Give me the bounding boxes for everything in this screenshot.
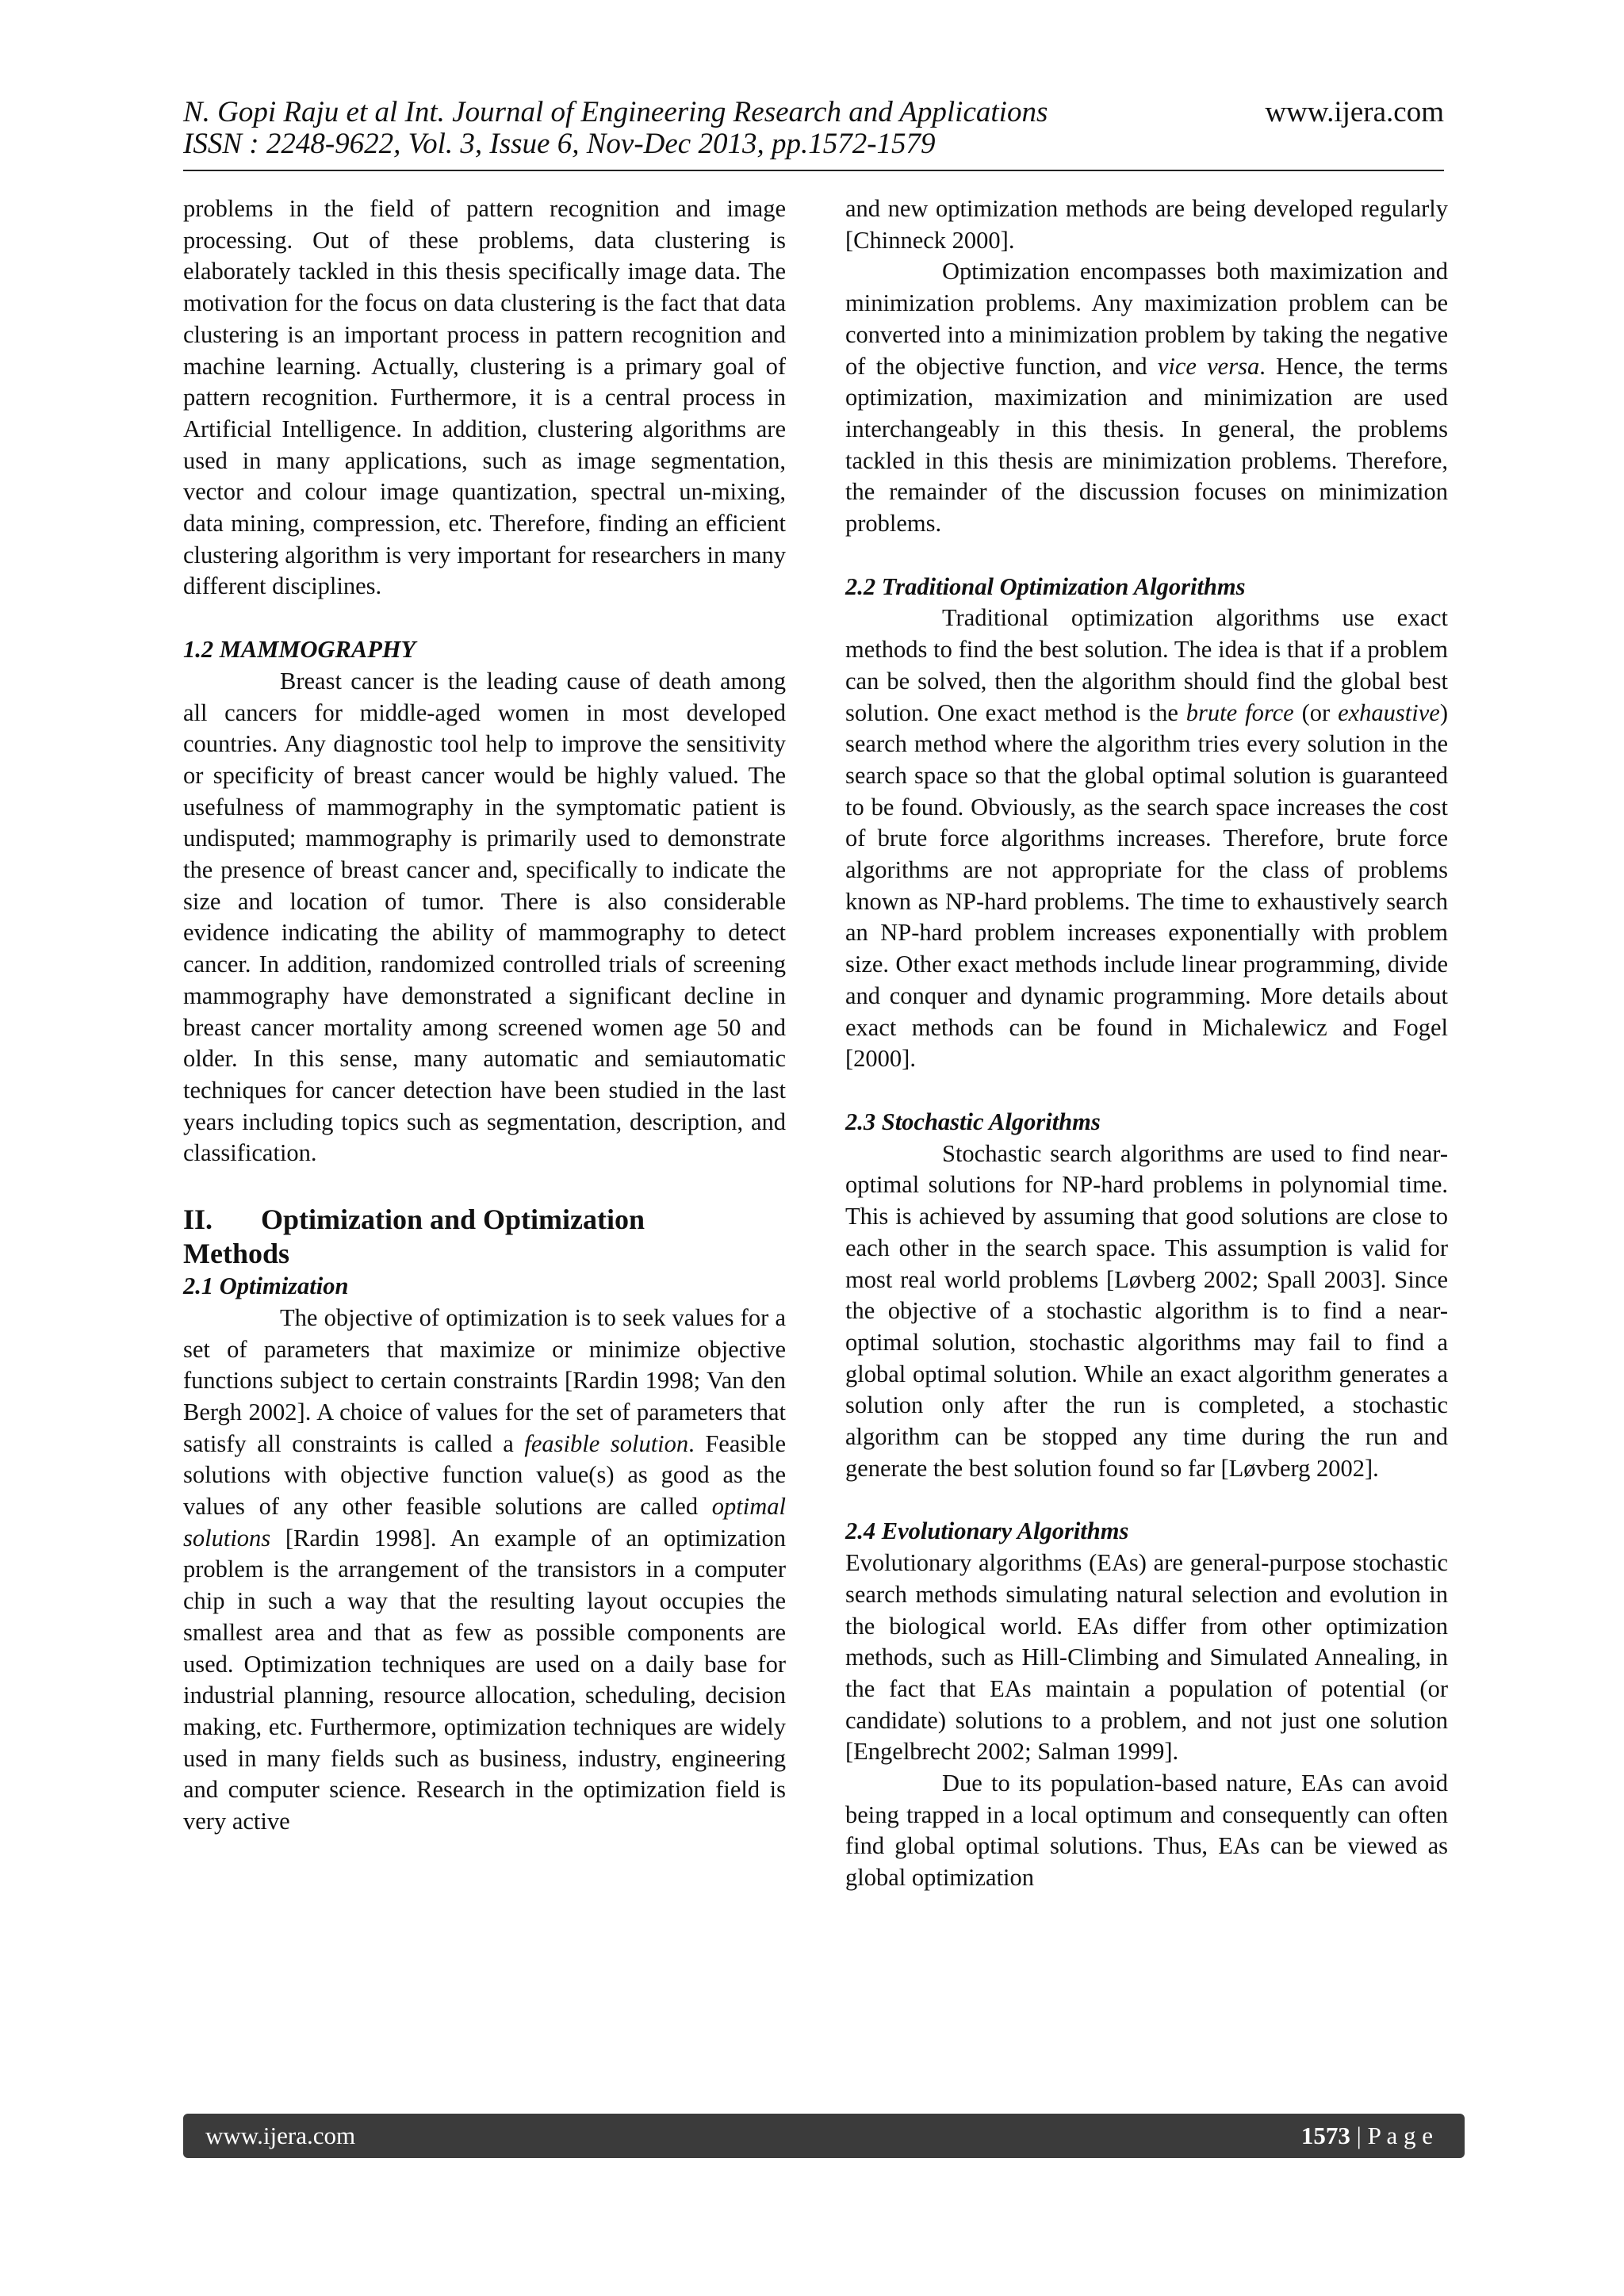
section-title-line2: Methods <box>183 1238 289 1270</box>
section-number: II. <box>183 1203 213 1236</box>
section-title-line1: Optimization and Optimization <box>261 1203 645 1236</box>
subsection-heading-optimization: 2.1 Optimization <box>183 1272 349 1300</box>
left-column <box>183 193 786 1838</box>
paragraph: and new optimization methods are being developed regularly [Chinneck 2000]. <box>845 195 1448 254</box>
subsection-heading-stochastic: 2.3 Stochastic Algorithms <box>845 1108 1101 1135</box>
subsection-heading-evolutionary: 2.4 Evolutionary Algorithms <box>845 1517 1129 1545</box>
subsection-heading-mammography: 1.2 MAMMOGRAPHY <box>183 636 416 664</box>
issn-line: ISSN : 2248-9622, Vol. 3, Issue 6, Nov-Dec 2013, pp.1572-1579 <box>183 128 936 160</box>
term-brute-force: brute force <box>1185 698 1294 726</box>
term-optimal-solutions: optimal solutions <box>183 1493 786 1552</box>
term-exhaustive: exhaustive <box>1338 698 1440 726</box>
paragraph: Evolutionary algorithms (EAs) are general-purpose stochastic search methods simulating natural selection and evolution in the biological world. EAs differ from other optimization methods, such as Hill-Climbing and Simulated Annealing, in the fact that EAs maintain a population of potential (or candidate) solutions to a problem, and not just one solution [Engelbrecht 2002; Salman 1999]. <box>845 1549 1448 1766</box>
page-number: 1573 | P a g e <box>1300 2122 1433 2149</box>
journal-citation: N. Gopi Raju et al Int. Journal of Engineering Research and Applications <box>183 96 1048 128</box>
paragraph: problems in the field of pattern recognition and image processing. Out of these problems, data clustering is elaborately tackled in this thesis specifically image data. The motivation for the focus on data clustering is the fact that data clustering is an important process in pattern recognition and machine learning. Actually, clustering is a primary goal of pattern recognition. Furthermore, it is a central process in Artificial Intelligence. In addition, clustering algorithms are used in many applications, such as image segmentation, vector and colour image quantization, spectral un-mixing, data mining, compression, etc. Therefore, finding an efficient clustering algorithm is very important for researchers in many different disciplines. <box>183 195 786 600</box>
paragraph: Breast cancer is the leading cause of death among all cancers for middle-aged women in most developed countries. Any diagnostic tool help to improve the sensitivity or specificity of breast cancer would be highly valued. The usefulness of mammography in the symptomatic patient is undisputed; mammography is primarily used to demonstrate the presence of breast cancer and, specifically to indicate the size and location of tumor. There is also considerable evidence indicating the ability of mammography to detect cancer. In addition, randomized controlled trials of screening mammography have demonstrated a significant decline in breast cancer mortality among screened women age 50 and older. In this sense, many automatic and semiautomatic techniques for cancer detection have been studied in the last years including topics such as segmentation, description, and classification. <box>183 667 786 1167</box>
paragraph: The objective of optimization is to seek values for a set of parameters that maximize or minimize objective functions subject to certain constraints [Rardin 1998; Van den Bergh 2002]. A choice of values for the set of parameters that satisfy all constraints is called a feasible solution. Feasible solutions with objective function value(s) as good as the values of any other feasible solutions are called optimal solutions [Rardin 1998]. An example of an optimization problem is the arrangement of the transistors in a computer chip in such a way that the resulting layout occupies the smallest area and that as few as possible components are used. Optimization techniques are used on a daily base for industrial planning, resource allocation, scheduling, decision making, etc. Furthermore, optimization techniques are widely used in many fields such as business, industry, engineering and computer science. Research in the optimization field is very active <box>183 1303 786 1835</box>
page-footer <box>183 2114 1465 2158</box>
paragraph: Due to its population-based nature, EAs can avoid being trapped in a local optimum and consequently can often find global optimal solutions. Thus, EAs can be viewed as global optimization <box>845 1770 1448 1892</box>
footer-website[interactable]: www.ijera.com <box>205 2122 356 2149</box>
term-vice-versa: vice versa <box>1157 352 1260 380</box>
subsection-heading-traditional: 2.2 Traditional Optimization Algorithms <box>845 572 1246 600</box>
section-heading <box>183 1203 786 1271</box>
right-column <box>845 193 1448 1894</box>
paragraph: Traditional optimization algorithms use exact methods to find the best solution. The idea is that if a problem can be solved, then the algorithm should find the global best solution. One exact method is the brute force (or exhaustive) search method where the algorithm tries every solution in the search space so that the global optimal solution is guaranteed to be found. Obviously, as the search space increases the cost of brute force algorithms increases. Therefore, brute force algorithms are not appropriate for the class of problems known as NP-hard problems. The time to exhaustively search an NP-hard problem increases exponentially with problem size. Other exact methods include linear programming, divide and conquer and dynamic programming. More details about exact methods can be found in Michalewicz and Fogel [2000]. <box>845 604 1448 1073</box>
paragraph: Optimization encompasses both maximization and minimization problems. Any maximization problem can be converted into a minimization problem by taking the negative of the objective function, and vice versa. Hence, the terms optimization, maximization and minimization are used interchangeably in this thesis. In general, the problems tackled in this thesis are minimization problems. Therefore, the remainder of the discussion focuses on minimization problems. <box>845 258 1448 538</box>
paragraph: Stochastic search algorithms are used to find near-optimal solutions for NP-hard problems in polynomial time. This is achieved by assuming that good solutions are close to each other in the search space. This assumption is valid for most real world problems [Løvberg 2002; Spall 2003]. Since the objective of a stochastic algorithm is to find a near-optimal solution, stochastic algorithms may fail to find a global optimal solution. While an exact algorithm generates a solution only after the run is completed, a stochastic algorithm can be stopped any time during the run and generate the best solution found so far [Løvberg 2002]. <box>845 1139 1448 1482</box>
header-website[interactable]: www.ijera.com <box>1265 96 1444 128</box>
term-feasible-solution: feasible solution <box>524 1429 689 1457</box>
running-header <box>183 97 1444 160</box>
header-divider <box>183 170 1444 171</box>
